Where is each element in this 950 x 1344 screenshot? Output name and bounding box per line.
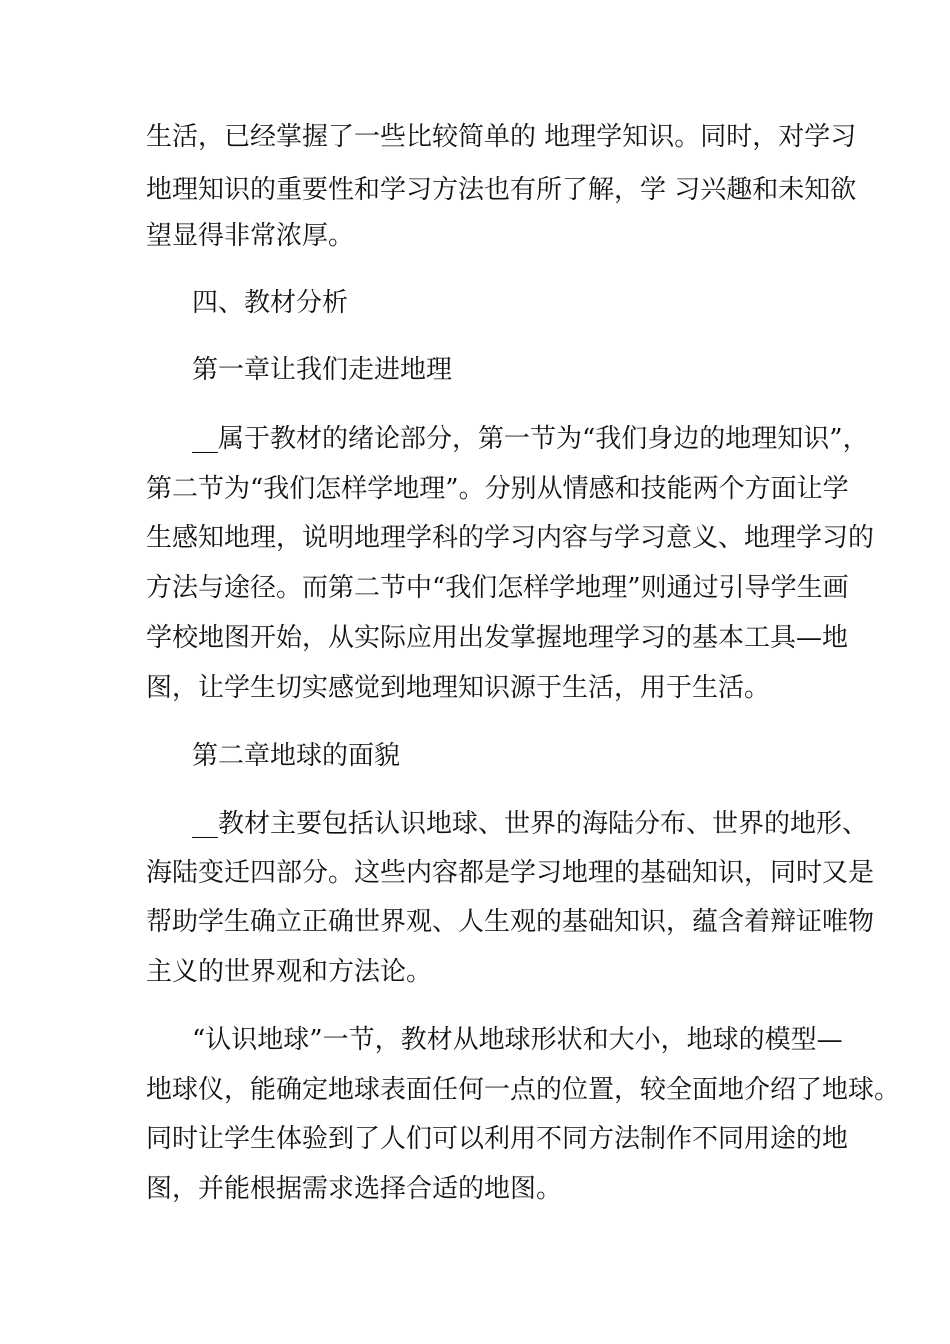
paragraph-chapter-2-line-1: __教材主要包括认识地球、世界的海陆分布、世界的地形、 bbox=[192, 809, 869, 839]
paragraph-intro-line-1: 生活，已经掌握了一些比较简单的 地理学知识。同时，对学习 bbox=[146, 122, 857, 152]
paragraph-chapter-1-line-2: 第二节为“我们怎样学地理”。分别从情感和技能两个方面让学 bbox=[146, 474, 849, 504]
paragraph-chapter-1-line-1: __属于教材的绪论部分，第一节为“我们身边的地理知识”， bbox=[192, 424, 869, 454]
paragraph-chapter-1-line-3: 生感知地理，说明地理学科的学习内容与学习意义、地理学习的 bbox=[146, 523, 875, 553]
paragraph-intro-line-2: 地理知识的重要性和学习方法也有所了解，学 习兴趣和未知欲 bbox=[146, 175, 857, 205]
paragraph-earth-line-4: 图，并能根据需求选择合适的地图。 bbox=[146, 1174, 563, 1204]
heading-chapter-2: 第二章地球的面貌 bbox=[192, 741, 401, 771]
paragraph-chapter-1-line-6: 图，让学生切实感觉到地理知识源于生活，用于生活。 bbox=[146, 673, 771, 703]
heading-chapter-1: 第一章让我们走进地理 bbox=[192, 355, 453, 385]
paragraph-chapter-1-line-5: 学校地图开始，从实际应用出发掌握地理学习的基本工具—地 bbox=[146, 623, 849, 653]
paragraph-chapter-2-line-4: 主义的世界观和方法论。 bbox=[146, 957, 433, 987]
paragraph-intro-line-3: 望显得非常浓厚。 bbox=[146, 221, 355, 251]
paragraph-earth-line-1: “认识地球”一节，教材从地球形状和大小，地球的模型— bbox=[192, 1025, 843, 1055]
paragraph-earth-line-2: 地球仪，能确定地球表面任何一点的位置，较全面地介绍了地球。 bbox=[146, 1075, 901, 1105]
paragraph-earth-line-3: 同时让学生体验到了人们可以利用不同方法制作不同用途的地 bbox=[146, 1124, 849, 1154]
paragraph-chapter-2-line-2: 海陆变迁四部分。这些内容都是学习地理的基础知识，同时又是 bbox=[146, 858, 875, 888]
heading-section-4: 四、教材分析 bbox=[192, 288, 349, 318]
paragraph-chapter-1-line-4: 方法与途径。而第二节中“我们怎样学地理”则通过引导学生画 bbox=[146, 573, 849, 603]
paragraph-chapter-2-line-3: 帮助学生确立正确世界观、人生观的基础知识，蕴含着辩证唯物 bbox=[146, 907, 875, 937]
